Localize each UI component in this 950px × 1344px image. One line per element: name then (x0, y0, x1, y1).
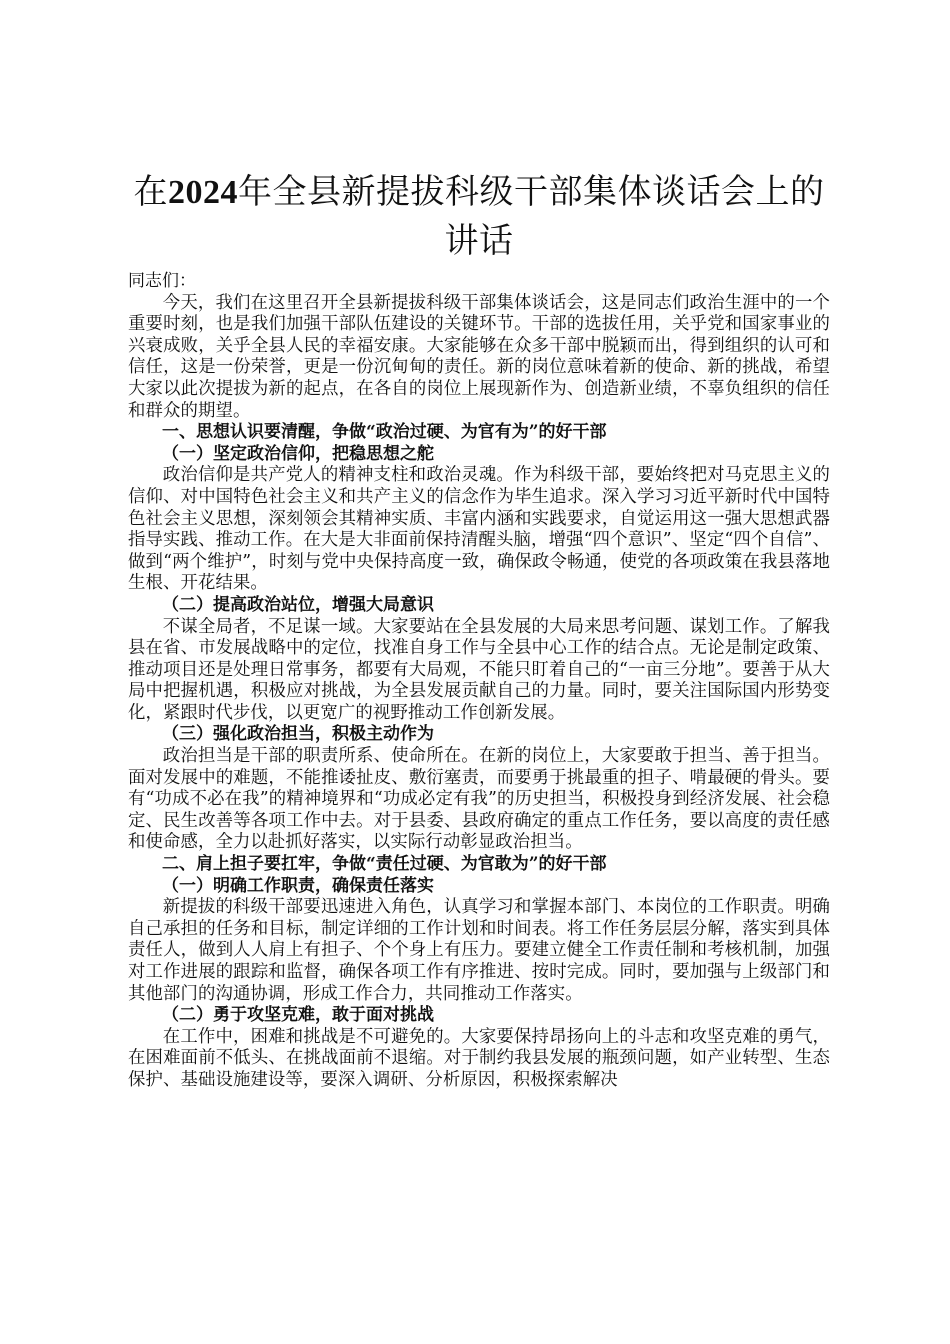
document-title (128, 168, 830, 265)
title-year: 2024 (168, 174, 238, 211)
title-prefix: 在 (133, 172, 168, 212)
section-1-sub-2-paragraph: 不谋全局者，不足谋一域。大家要站在全县发展的大局来思考问题、谋划工作。了解我县在省、市发展战略中的定位，找准自身工作与全县中心工作的结合点。无论是制定政策、推动项目还是处理日常事务，都要有大局观，不能只盯着自己的“一亩三分地”。要善于从大局中把握机遇，积极应对挑战，为全县发展贡献自己的力量。同时，要关注国际国内形势变化，紧跟时代步伐，以更宽广的视野推动工作创新发展。 (128, 616, 830, 723)
section-1-sub-1-paragraph: 政治信仰是共产党人的精神支柱和政治灵魂。作为科级干部，要始终把对马克思主义的信仰、对中国特色社会主义和共产主义的信念作为毕生追求。深入学习习近平新时代中国特色社会主义思想，深刻领会其精神实质、丰富内涵和实践要求，自觉运用这一强大思想武器指导实践、推动工作。在大是大非面前保持清醒头脑，增强“四个意识”、坚定“四个自信”、做到“两个维护”，时刻与党中央保持高度一致，确保政令畅通，使党的各项政策在我县落地生根、开花结果。 (128, 465, 830, 594)
section-2-sub-1-heading: （一）明确工作职责，确保责任落实 (162, 875, 434, 896)
section-2-sub-2-heading: （二）勇于攻坚克难，敢于面对挑战 (162, 1005, 434, 1026)
section-2-sub-2-paragraph: 在工作中，困难和挑战是不可避免的。大家要保持昂扬向上的斗志和攻坚克难的勇气，在困难面前不低头、在挑战面前不退缩。对于制约我县发展的瓶颈问题，如产业转型、生态保护、基础设施建设等，要深入调研、分析原因，积极探索解决 (128, 1026, 830, 1090)
section-2-sub-1-paragraph: 新提拔的科级干部要迅速进入角色，认真学习和掌握本部门、本岗位的工作职责。明确自己承担的任务和目标，制定详细的工作计划和时间表。将工作任务层层分解，落实到具体责任人，做到人人肩上有担子、个个身上有压力。要建立健全工作责任制和考核机制，加强对工作进展的跟踪和监督，确保各项工作有序推进、按时完成。同时，要加强与上级部门和其他部门的沟通协调，形成工作合力，共同推动工作落实。 (128, 897, 830, 1004)
title-suffix: 年全县新提拔科级干部集体谈话会上的讲话 (238, 172, 825, 261)
section-2-heading: 二、肩上担子要扛牢，争做“责任过硬、为官敢为”的好干部 (162, 854, 607, 875)
section-1-sub-3-paragraph: 政治担当是干部的职责所系、使命所在。在新的岗位上，大家要敢于担当、善于担当。面对发展中的难题，不能推诿扯皮、敷衍塞责，而要勇于挑最重的担子、啃最硬的骨头。要有“功成不必在我”的精神境界和“功成必定有我”的历史担当，积极投身到经济发展、社会稳定、民生改善等各项工作中去。对于县委、县政府确定的重点工作任务，要以高度的责任感和使命感，全力以赴抓好落实，以实际行动彰显政治担当。 (128, 746, 830, 853)
document-page (128, 168, 830, 1092)
section-1-heading: 一、思想认识要清醒，争做“政治过硬、为官有为”的好干部 (162, 422, 607, 443)
section-1-sub-2-heading: （二）提高政治站位，增强大局意识 (162, 594, 434, 615)
section-1-sub-1-heading: （一）坚定政治信仰，把稳思想之舵 (162, 443, 434, 464)
intro-paragraph: 今天，我们在这里召开全县新提拔科级干部集体谈话会，这是同志们政治生涯中的一个重要时刻，也是我们加强干部队伍建设的关键环节。干部的选拔任用，关乎党和国家事业的兴衰成败，关乎全县人民的幸福安康。大家能够在众多干部中脱颖而出，得到组织的认可和信任，这是一份荣誉，更是一份沉甸甸的责任。新的岗位意味着新的使命、新的挑战，希望大家以此次提拔为新的起点，在各自的岗位上展现新作为、创造新业绩，不辜负组织的信任和群众的期望。 (128, 292, 830, 421)
salutation: 同志们： (128, 271, 196, 291)
section-1-sub-3-heading: （三）强化政治担当，积极主动作为 (162, 724, 434, 745)
